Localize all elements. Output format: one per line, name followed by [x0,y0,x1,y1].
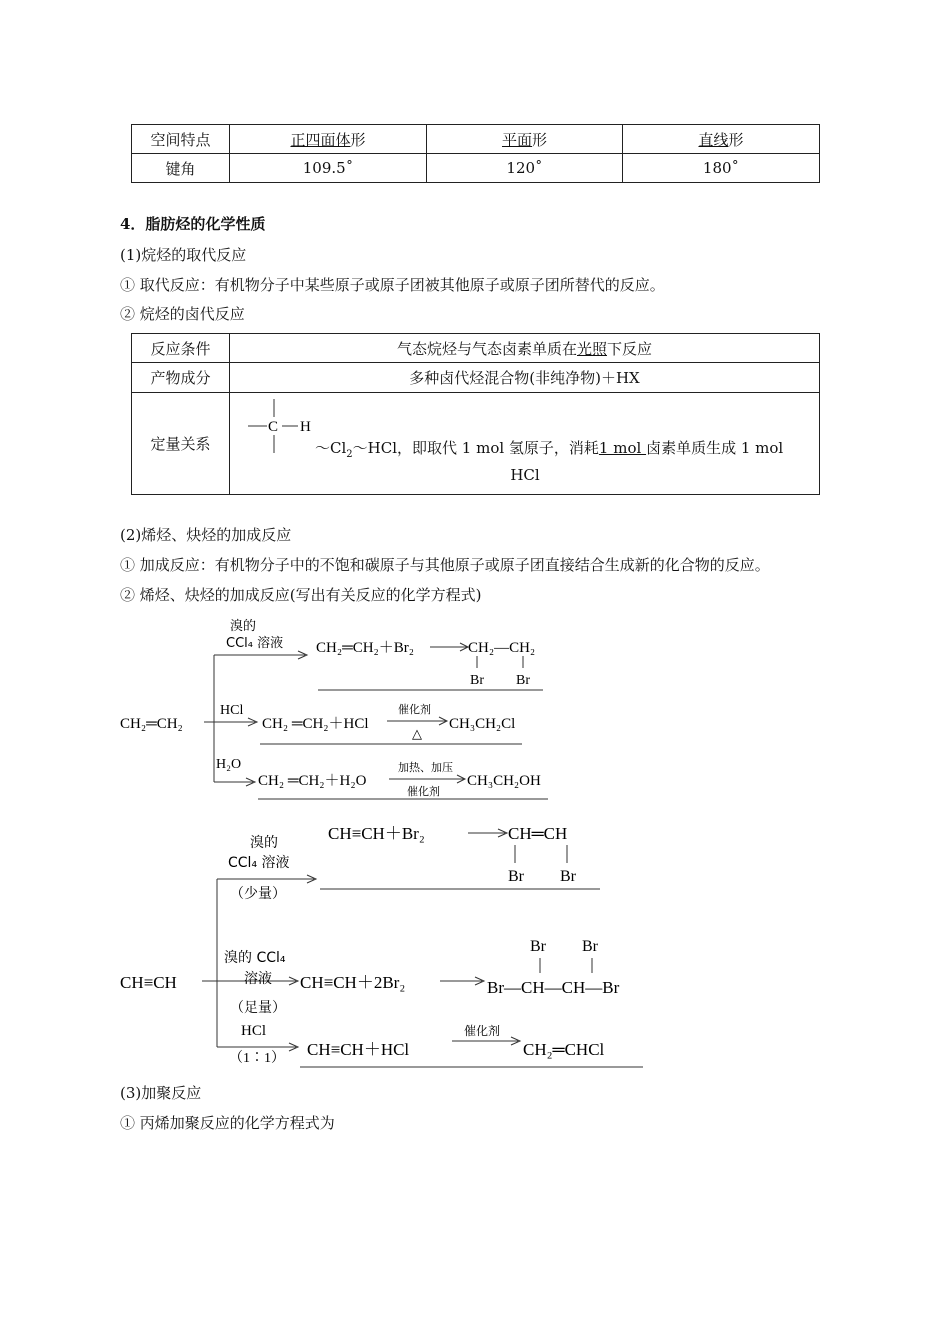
cell-angle-3: 180˚ [623,154,820,183]
quantity-text-line2: HCl [510,466,540,484]
branch2-condition: HCl [220,703,244,718]
section-heading: 4．脂肪烃的化学性质 [120,215,266,233]
ethylene-reactant: CH₂═CH₂ [120,716,183,732]
cell-products: 多种卤代烃混合物(非纯净物)＋HX [230,363,820,393]
branch3-condition: HCl [241,1023,267,1039]
definition-substitution: ① 取代反应：有机物分子中某些原子或原子团被其他原子或原子团所替代的反应。 [120,276,665,294]
cell-angle-2: 120˚ [427,154,623,183]
ch-structure [240,395,320,465]
cell-linear: 直线形 [623,125,820,154]
bromine-atom: Br [470,673,484,688]
branch2-condition: 溴的 CCl₄ [224,950,286,966]
cell-label: 反应条件 [132,334,230,363]
branch1-amount: （少量） [230,886,286,902]
cell-condition: 气态烷烃与气态卤素单质在光照下反应 [230,334,820,363]
branch3-product: CH₃CH₂OH [467,773,541,789]
bromine-atom: Br [516,673,530,688]
acetylene-reactant: CH≡CH [120,973,177,992]
subheading-addition-eq: ② 烯烃、炔烃的加成反应(写出有关反应的化学方程式) [120,586,482,604]
branch3-equation: CH₂ ═CH₂＋H₂O [258,773,367,789]
hydrogen-atom: H [300,419,311,435]
branch2-condition: 溶液 [244,971,272,987]
cell-label: 产物成分 [132,363,230,393]
ethylene-addition-diagram [110,612,570,807]
branch2-product: CH₃CH₂Cl [449,716,516,732]
branch3-condition: H₂O [216,757,242,772]
branch2-equation: CH₂ ═CH₂＋HCl [262,716,369,732]
cell-planar: 平面形 [427,125,623,154]
branch2-equation: CH≡CH＋2Br₂ [300,973,406,992]
cell-angle-1: 109.5˚ [230,154,427,183]
catalyst-label: 催化剂 [407,785,440,798]
subheading-substitution: (1)烷烃的取代反应 [120,246,247,264]
cell-label: 空间特点 [132,125,230,154]
branch3-product: CH₂═CHCl [523,1040,605,1059]
bromine-atom: Br [508,868,524,885]
acetylene-addition-diagram [110,815,670,1075]
branch1-condition: 溴的 [250,835,278,851]
cell-label: 键角 [132,154,230,183]
subheading-polymerization: (3)加聚反应 [120,1084,202,1102]
branch1-condition: 溴的 [230,619,257,634]
branch2-product: Br—CH—CH—Br [487,978,620,997]
bromine-atom: Br [582,938,598,955]
branch1-equation: CH≡CH＋Br₂ [328,824,425,843]
geometry-table [131,124,820,183]
branch1-product: CH═CH [508,824,568,843]
branch1-condition: CCl₄ 溶液 [226,636,284,651]
halogenation-table [131,333,820,495]
branch1-product: CH₂—CH₂ [468,640,536,656]
catalyst-label: 催化剂 [398,703,431,716]
branch3-equation: CH≡CH＋HCl [307,1040,410,1059]
cell-quantity [230,393,820,495]
conditions-label: 加热、加压 [398,761,453,774]
subheading-halogenation: ② 烷烃的卤代反应 [120,305,245,323]
carbon-atom: C [268,419,279,435]
branch3-ratio: （1∶1） [229,1051,285,1066]
cell-tetrahedral: 正四面体形 [230,125,427,154]
subheading-addition: (2)烯烃、炔烃的加成反应 [120,526,292,544]
cell-label: 定量关系 [132,393,230,495]
quantity-text: $\sim Cl_2\sim HCl$，即取代 1 mol 氢原子，消耗1 mol 卤素单质生成 1 mol [315,439,784,460]
heat-symbol: △ [412,727,422,742]
bromine-atom: Br [530,938,546,955]
definition-polymerization: ① 丙烯加聚反应的化学方程式为 [120,1114,335,1132]
catalyst-label: 催化剂 [464,1024,501,1038]
branch1-condition: CCl₄ 溶液 [228,855,290,871]
branch2-amount: （足量） [230,1000,286,1016]
branch1-equation: CH₂═CH₂＋Br₂ [316,640,414,656]
definition-addition: ① 加成反应：有机物分子中的不饱和碳原子与其他原子或原子团直接结合生成新的化合物的反应。 [120,556,770,574]
bromine-atom: Br [560,868,576,885]
